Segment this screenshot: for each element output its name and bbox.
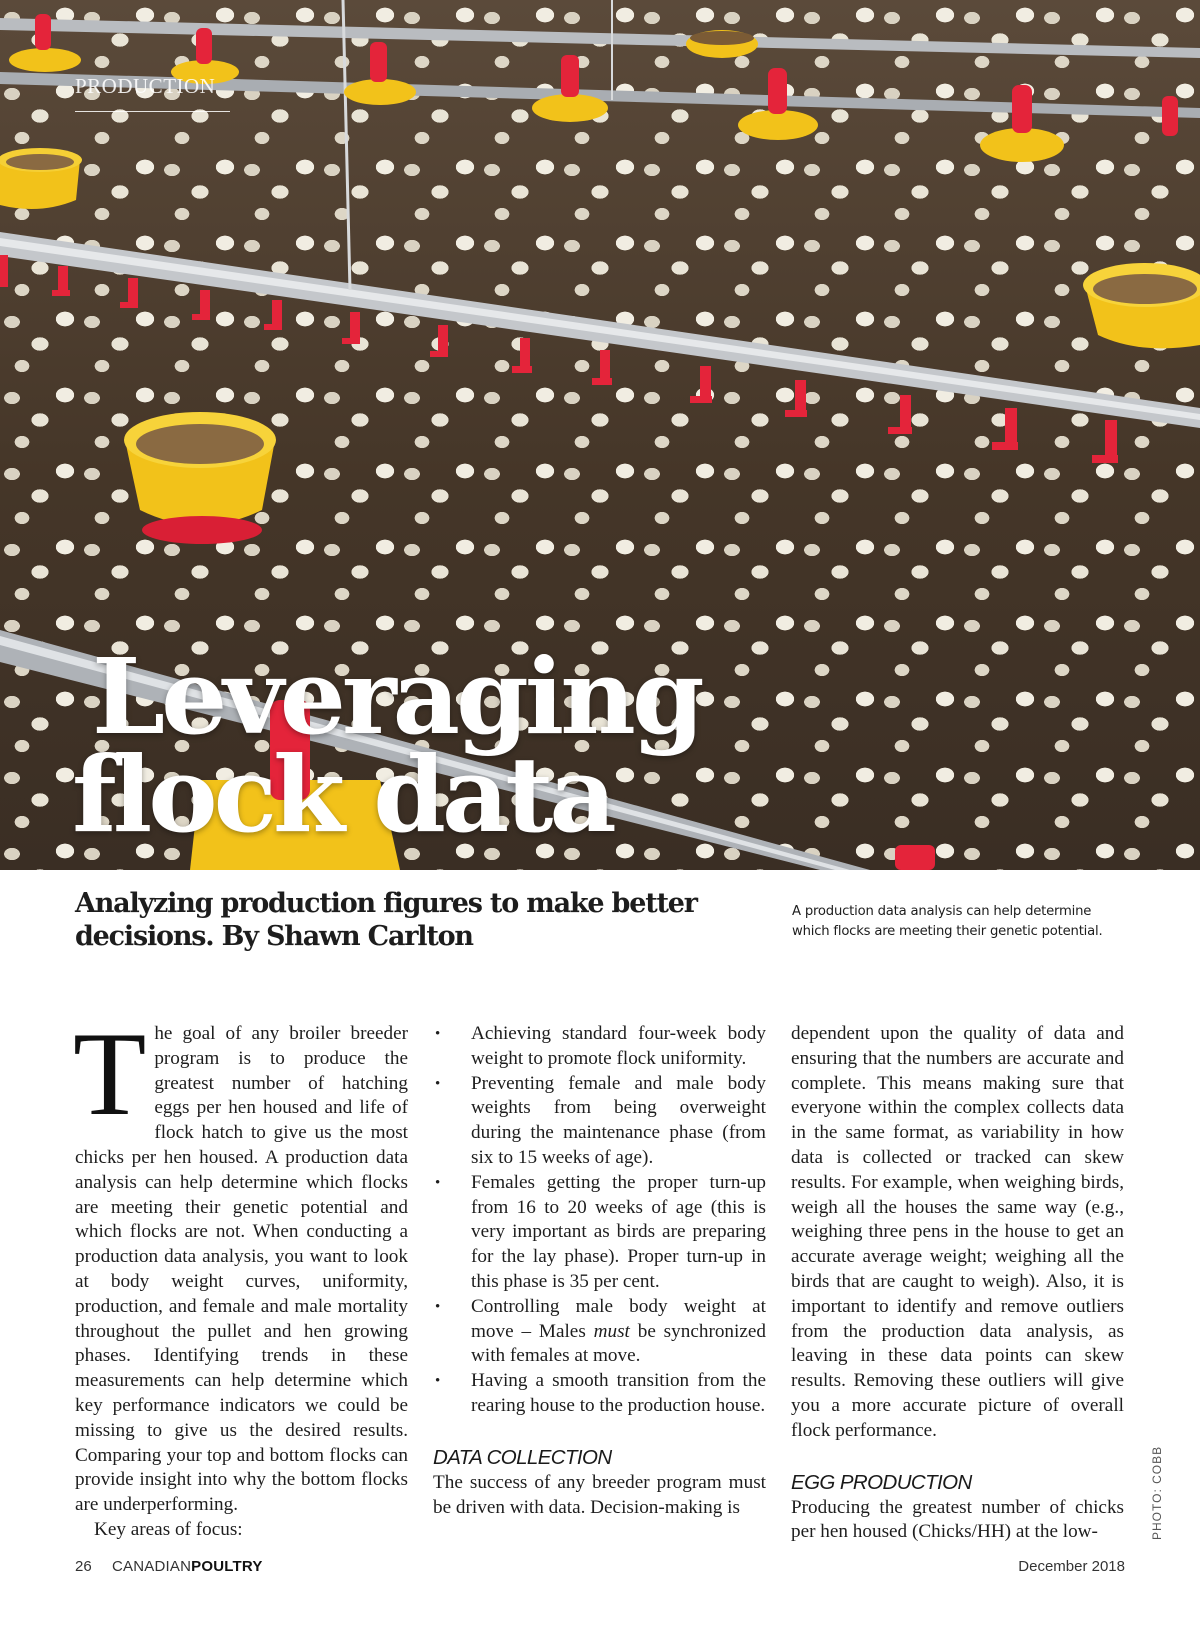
headline-line-2: flock data [72, 733, 613, 856]
deck-text: Analyzing production figures to make better decisions. [75, 888, 697, 952]
photo-credit: PHOTO: COBB [1150, 1445, 1164, 1540]
intro-text: he goal of any broiler breeder program is to produce the greatest number of hatching eggs per hen housed and life of flock hatch to give us the most chicks per hen housed. A production data analysis can help determine which flocks are meeting their genetic potential and which flocks are not. When conducting a production data analysis, you want to look at body weight curves, uniformity, production, and female and male mortality throughout the pullet and hen growing phases. Identifying trends in these measurements can help determine which key performance indicators we could be missing to give us the desired results. Comparing your top and bottom flocks can provide insight into why the bottom flocks are underperforming. [75, 1023, 408, 1516]
egg-production-paragraph: Producing the greatest number of chicks per hen housed (Chicks/HH) at the low- [791, 1496, 1124, 1543]
key-areas-intro: Key areas of focus: [94, 1518, 243, 1540]
issue-date: December 2018 [1018, 1558, 1125, 1575]
section-label: PRODUCTION [75, 74, 216, 98]
list-item-text: be synchronized with females at move. [471, 1320, 766, 1367]
headline-line-1: Leveraging [92, 635, 701, 758]
intro-paragraph [73, 1007, 408, 1518]
magazine-name-light: CANADIAN [112, 1558, 192, 1575]
page-number: 26 [75, 1558, 92, 1575]
key-areas-list [433, 1022, 766, 1419]
data-quality-paragraph: dependent upon the quality of data and ensuring that the numbers are accurate and complete. This means making sure that everyone within the complex collects data in the same format, as variability in how data is collected or tracked can skew results. For example, when weighing birds, weigh all the houses the same way (e.g., weighing three pens in the house to get an accurate average weight; weighing all the birds that are caught to weigh). Also, it is important to identify and remove outliers from the production data analysis, as leaving in these data points can skew results. Removing these outliers will give you a more accurate picture of overall flock performance. [791, 1023, 1124, 1441]
byline: By Shawn Carlton [221, 921, 473, 952]
list-item-text: Controlling male body weight at move – Males [471, 1295, 766, 1342]
magazine-name [112, 1558, 263, 1575]
subhead-egg-production: EGG PRODUCTION [791, 1470, 972, 1494]
data-collection-paragraph: The success of any breeder program must be driven with data. Decision-making is [433, 1471, 766, 1518]
body-column-3 [791, 1022, 1124, 1545]
body-column-1 [73, 1007, 408, 1543]
deck [75, 887, 715, 953]
emphasis-must: must [593, 1320, 630, 1342]
subhead-data-collection: DATA COLLECTION [433, 1445, 612, 1469]
headline [72, 635, 701, 856]
photo-caption: A production data analysis can help determine which flocks are meeting their genetic potential. [792, 904, 1103, 939]
dropcap: T [73, 1007, 147, 1140]
list-item: • Achieving standard four-week body weight to promote flock uniformity. [433, 1022, 766, 1072]
section-label-rule [75, 111, 230, 112]
body-column-2 [433, 1022, 766, 1520]
list-item: • Females getting the proper turn-up from 16 to 20 weeks of age (this is very important as birds are preparing for the lay phase). Proper turn-up in this phase is 35 per cent. [433, 1171, 766, 1295]
list-item: • Preventing female and male body weights from being overweight during the maintenance phase (from six to 15 weeks of age). [433, 1072, 766, 1171]
list-item: • Having a smooth transition from the rearing house to the production house. [433, 1369, 766, 1419]
list-item [433, 1295, 766, 1369]
large-feeder-pans [0, 148, 1200, 544]
magazine-name-bold: POULTRY [191, 1558, 263, 1575]
